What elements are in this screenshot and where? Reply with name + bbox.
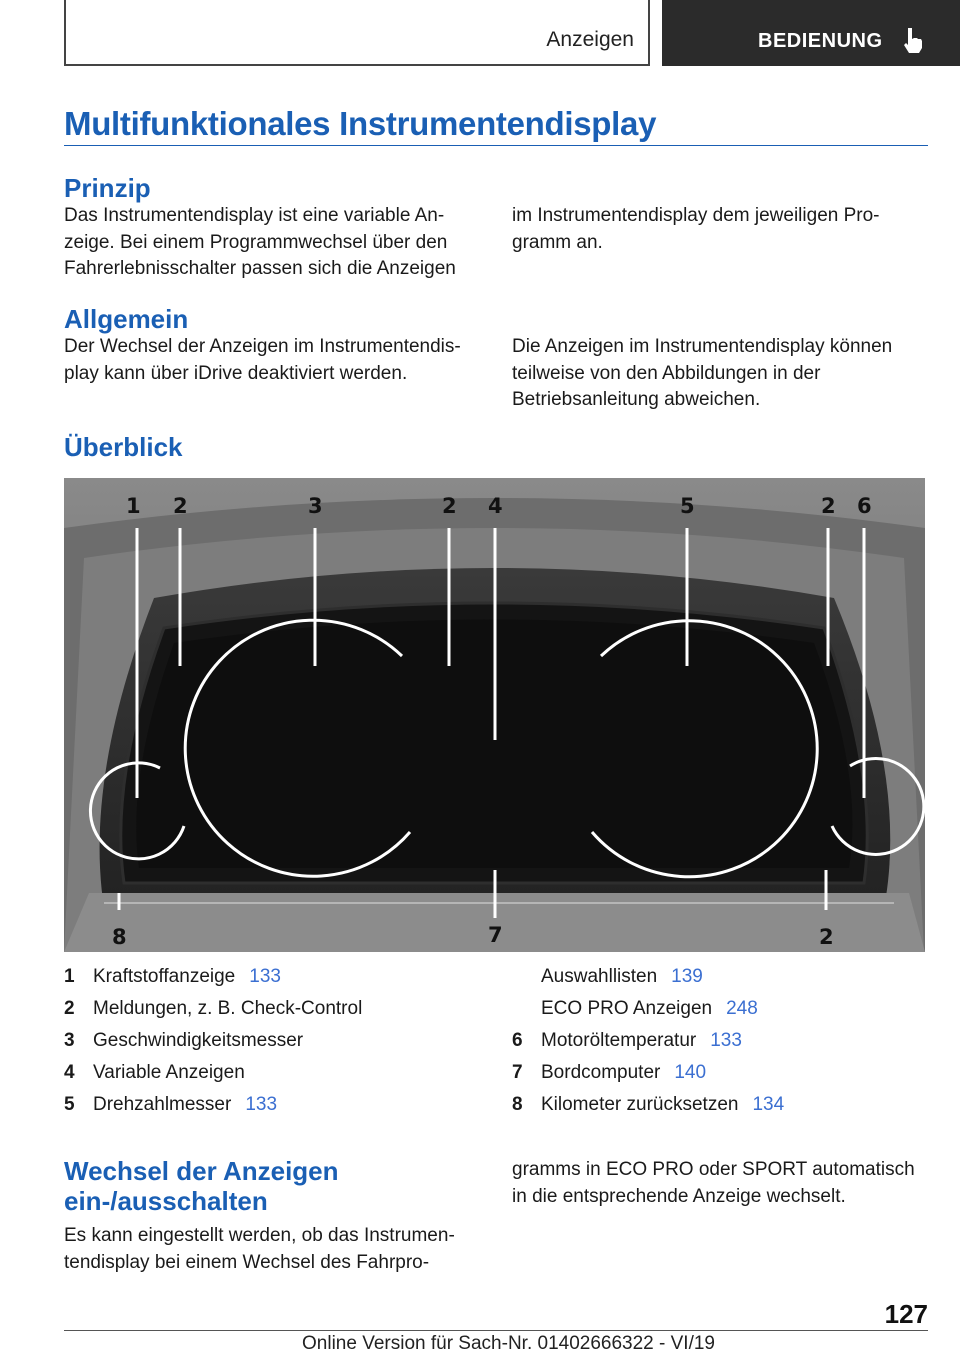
callout-1: 1 bbox=[126, 494, 141, 518]
page-reference-link[interactable]: 133 bbox=[245, 1094, 278, 1115]
callout-2b: 2 bbox=[442, 494, 457, 518]
page-number: 127 bbox=[884, 1299, 928, 1329]
title-rule bbox=[64, 145, 928, 146]
legend-number: 3 bbox=[64, 1030, 75, 1051]
allgemein-text-col1: Der Wechsel der Anzeigen im Instrumentendisplay kann über iDrive deaktiviert werden. bbox=[64, 336, 461, 384]
wechsel-text-col1: Es kann eingestellt werden, ob das Instrumentendisplay bei einem Wechsel des Fahrpro- bbox=[64, 1225, 455, 1273]
page-reference-link[interactable]: 248 bbox=[726, 998, 758, 1019]
legend-text: ECO PRO Anzeigen bbox=[541, 998, 713, 1019]
callout-8: 8 bbox=[112, 925, 127, 949]
callout-2d: 2 bbox=[819, 925, 834, 949]
callout-3: 3 bbox=[308, 494, 323, 518]
section-tab bbox=[64, 0, 650, 66]
heading-wechsel: Wechsel der Anzeigen ein-/ausschalten bbox=[64, 1156, 339, 1216]
chapter-tab-label: BEDIENUNG bbox=[758, 30, 883, 52]
legend-text: Drehzahlmesser bbox=[93, 1094, 232, 1115]
online-version-note: Online Version für Sach-Nr. 01402666322 - VI/19 bbox=[302, 1333, 715, 1354]
page-reference-link[interactable]: 133 bbox=[710, 1030, 742, 1051]
callout-4: 4 bbox=[488, 494, 503, 518]
heading-prinzip: Prinzip bbox=[64, 173, 151, 203]
legend-number: 5 bbox=[64, 1094, 75, 1115]
page-reference-link[interactable]: 133 bbox=[249, 966, 281, 987]
page-reference-link[interactable]: 139 bbox=[671, 966, 703, 987]
footer-rule bbox=[64, 1330, 928, 1331]
callout-7: 7 bbox=[488, 923, 503, 947]
prinzip-text-col1: Das Instrumentendisplay ist eine variable Anzeige. Bei einem Programmwechsel über den Fahrerlebnisschalter passen sich die Anzeigen bbox=[64, 205, 456, 279]
page-reference-link[interactable]: 140 bbox=[674, 1062, 707, 1083]
legend-number: 4 bbox=[64, 1062, 75, 1083]
callout-2c: 2 bbox=[821, 494, 836, 518]
heading-allgemein: Allgemein bbox=[64, 304, 189, 334]
section-tab-label: Anzeigen bbox=[546, 28, 634, 51]
legend-text: Bordcomputer bbox=[541, 1062, 661, 1083]
wechsel-text-col2: gramms in ECO PRO oder SPORT automatisch in die entsprechende Anzeige wechselt. bbox=[512, 1159, 915, 1207]
instrument-cluster-figure bbox=[64, 478, 925, 952]
legend-text: Variable Anzeigen bbox=[93, 1062, 245, 1083]
legend-text: Motoröltemperatur bbox=[541, 1030, 697, 1051]
legend-number: 7 bbox=[512, 1062, 523, 1083]
callout-5: 5 bbox=[680, 494, 695, 518]
pointing-hand-icon bbox=[898, 26, 926, 54]
callout-6: 6 bbox=[857, 494, 872, 518]
page-title: Multifunktionales Instrumentendisplay bbox=[64, 105, 657, 142]
prinzip-text-col2: im Instrumentendisplay dem jeweiligen Programm an. bbox=[512, 205, 880, 253]
callout-2a: 2 bbox=[173, 494, 188, 518]
legend-text: Geschwindigkeitsmesser bbox=[93, 1030, 304, 1051]
heading-ueberblick: Überblick bbox=[64, 432, 183, 462]
legend-text: Meldungen, z. B. Check-Control bbox=[93, 998, 363, 1019]
legend-number: 6 bbox=[512, 1030, 523, 1051]
legend-text: Auswahllisten bbox=[541, 966, 658, 987]
allgemein-text-col2: Die Anzeigen im Instrumentendisplay können teilweise von den Abbildungen in der Betriebsanleitung abweichen. bbox=[512, 336, 893, 410]
page-reference-link[interactable]: 134 bbox=[752, 1094, 785, 1115]
legend-number: 1 bbox=[64, 966, 75, 987]
legend-number: 2 bbox=[64, 998, 75, 1019]
legend-text: Kraftstoffanzeige bbox=[93, 966, 236, 987]
legend-number: 8 bbox=[512, 1094, 523, 1115]
legend-text: Kilometer zurücksetzen bbox=[541, 1094, 739, 1115]
chapter-tab bbox=[662, 0, 960, 66]
